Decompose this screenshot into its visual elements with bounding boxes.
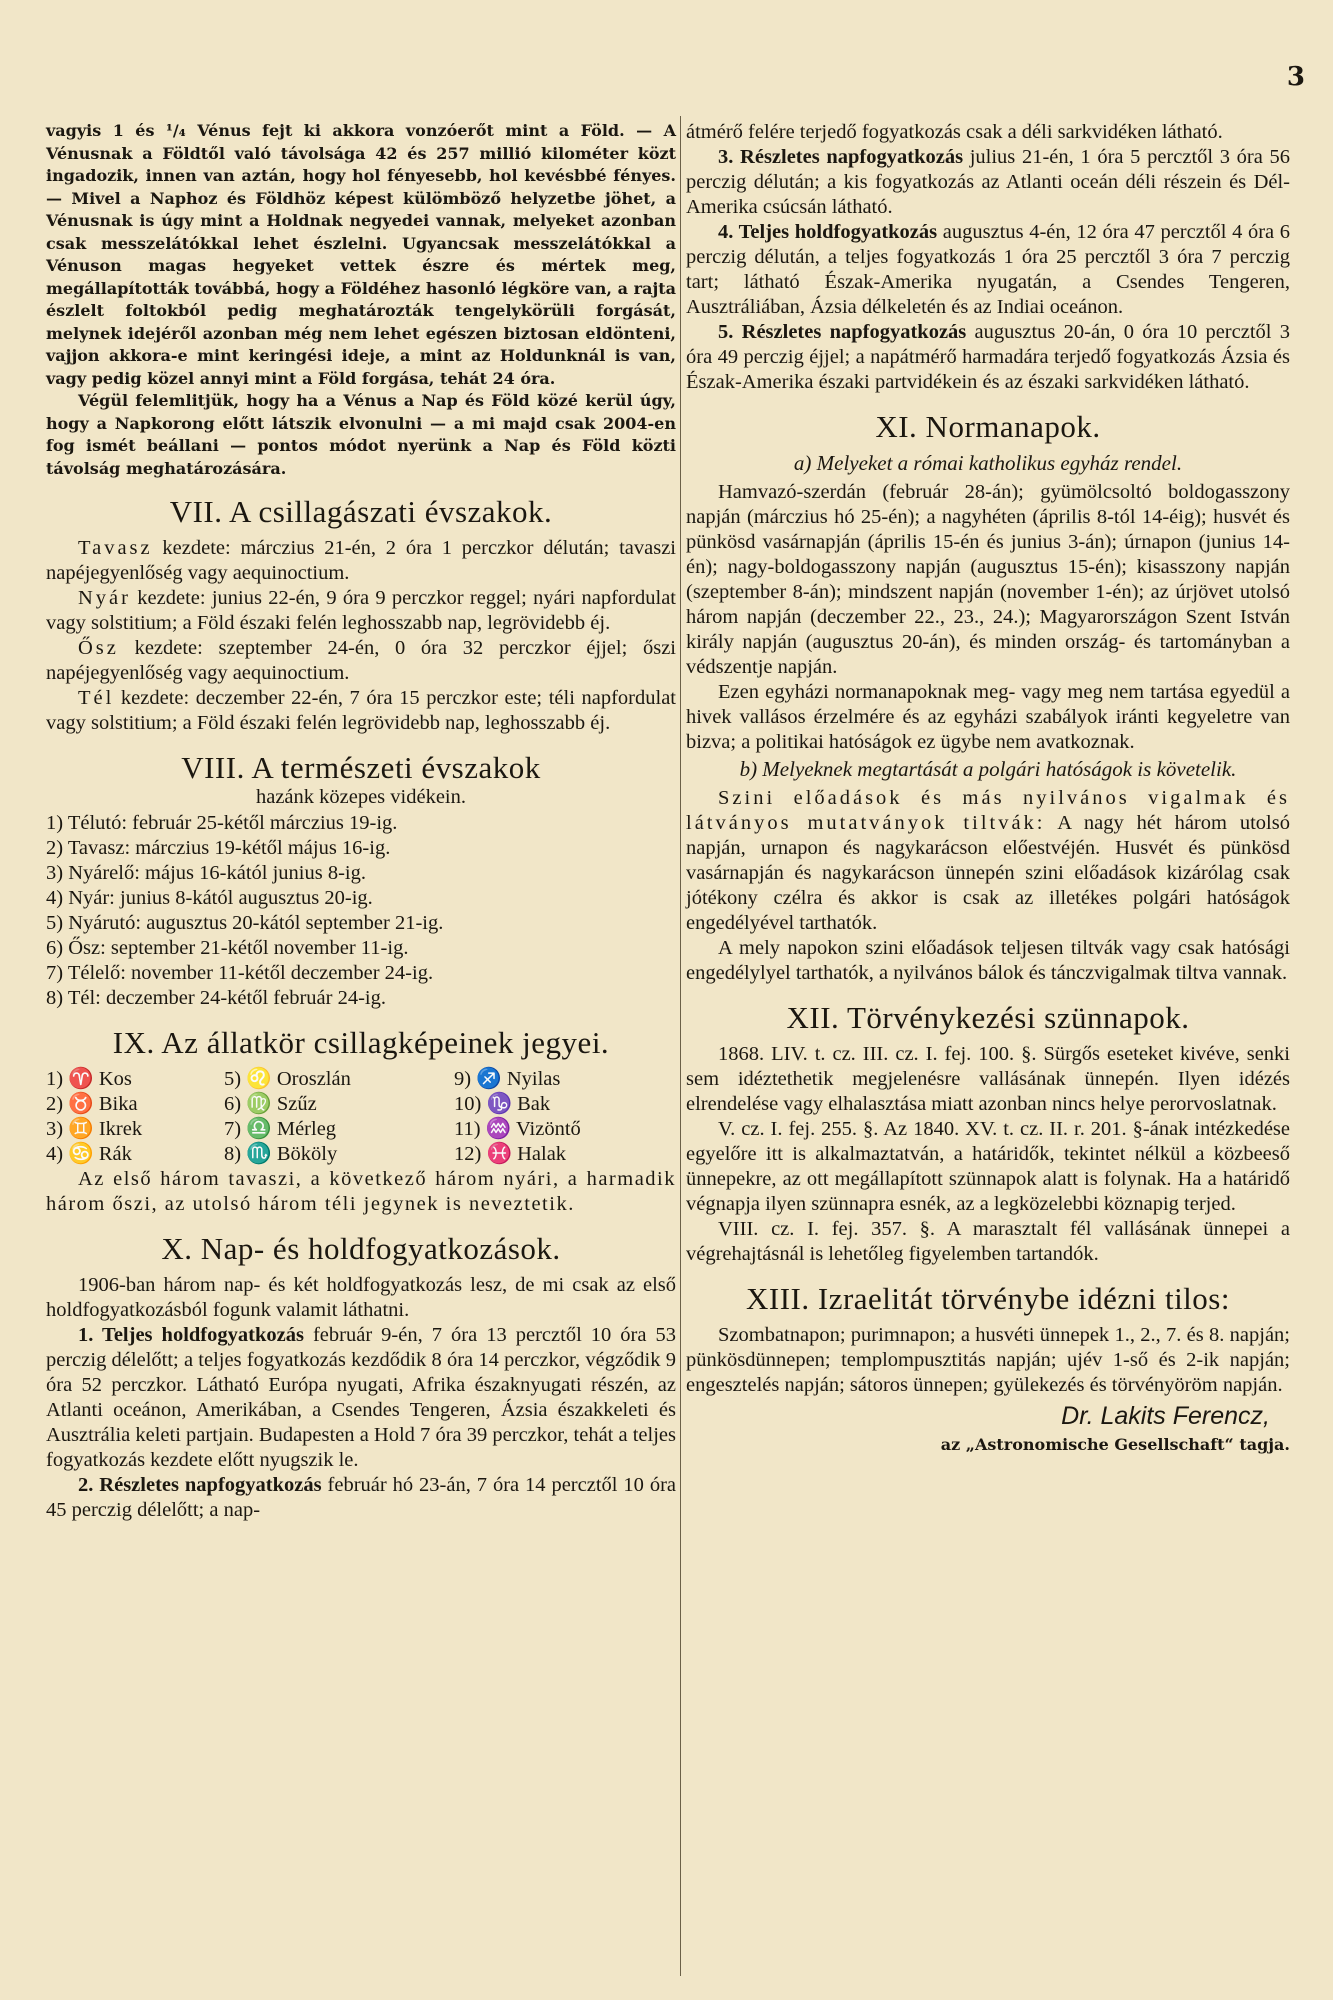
civil-restrictions-note: A mely napokon szini előadások teljesen tiltvák vagy csak hatósági engedélylyel tarthatók, a nyilvános bálok és tánczvigalmak tiltva vannak.	[686, 937, 1290, 984]
season-spring: Tavasz kezdete: márczius 21-én, 2 óra 1 perczkor délután; tavaszi napéjegyenlőség vagy aequinoctium.	[46, 537, 676, 584]
list-item: 7) Télelő: november 11-kétől deczember 24-ig.	[46, 962, 434, 984]
list-item: 8) Tél: deczember 24-kétől február 24-ig.	[46, 987, 387, 1009]
zodiac-sign: 1) ♈ Kos	[46, 1068, 132, 1090]
column-divider	[680, 116, 681, 1976]
page-number: 3	[1286, 62, 1305, 92]
right-column	[686, 120, 1290, 1454]
zodiac-grid	[46, 1067, 676, 1167]
zodiac-sign: 10) ♑ Bak	[454, 1093, 551, 1115]
eclipse-5: 5. Részletes napfogyatkozás augusztus 20-án, 0 óra 10 percztől 3 óra 49 perczig éjjel; a napátmérő harmadára terjedő fogyatkozás Ázsia és Észak-Amerika északi partvidékein és az északi sarkvidéken látható.	[686, 321, 1290, 393]
list-item: 6) Ősz: september 21-kétől november 11-ig.	[46, 937, 409, 959]
list-item: 2) Tavasz: márczius 19-kétől május 16-ig.	[46, 837, 391, 859]
section-ix-title: IX. Az állatkör csillagképeinek jegyei.	[112, 1025, 610, 1060]
list-item: 4) Nyár: junius 8-kától augusztus 20-ig.	[46, 887, 373, 909]
section-xii-title: XII. Törvénykezési szünnapok.	[786, 1000, 1190, 1035]
zodiac-sign: 4) ♋ Rák	[46, 1143, 132, 1165]
zodiac-sign: 3) ♊ Ikrek	[46, 1118, 143, 1140]
section-xi-title: XI. Normanapok.	[875, 409, 1101, 444]
section-vii-title: VII. A csillagászati évszakok.	[169, 494, 553, 529]
natural-seasons-list	[46, 811, 676, 1011]
section-viii-subtitle: hazánk közepes vidékein.	[255, 786, 467, 808]
zodiac-sign: 5) ♌ Oroszlán	[224, 1068, 351, 1090]
eclipse-1: 1. Teljes holdfogyatkozás február 9-én, 7 óra 13 percztől 10 óra 53 perczig délelőtt; a teljes fogyatkozás kezdődik 8 óra 14 perczkor, végződik 9 óra 52 perczkor. Látható Európa nyugati, Afrika északnyugati részén, az Atlanti oceánon, Amerikában, a Csendes Tengeren, Ázsia északkeleti és Ausztrália keleti partjain. Budapesten a Hold 7 óra 39 perczkor, tehát a teljes fogyatkozás kezdete előtt nyugszik le.	[46, 1324, 677, 1471]
author-signature: Dr. Lakits Ferencz,	[1061, 1402, 1270, 1430]
eclipse-intro: 1906-ban három nap- és két holdfogyatkozás lesz, de mi csak az első holdfogyatkozásból fogunk valamit láthatni.	[46, 1274, 676, 1321]
zodiac-sign: 9) ♐ Nyilas	[454, 1068, 561, 1090]
court-holidays-3: VIII. cz. I. fej. 357. §. A marasztalt fél vallásának ünnepei a végrehajtásnál is lehetőleg figyelemben tartandók.	[686, 1218, 1290, 1265]
section-xi-a-heading: a) Melyeket a római katholikus egyház rendel.	[793, 451, 1183, 475]
section-xiii-title: XIII. Izraelitát törvénybe idézni tilos:	[746, 1281, 1230, 1316]
court-holidays-2: V. cz. I. fej. 255. §. Az 1840. XV. t. cz. II. r. 201. §-ának intézkedése egyelőre itt is alkalmaztatván, a határidők, tekintet nélkül a közbeeső ünnepekre, az ott megállapított szünnapok alatt is folynak. Ha a határidő végnapja ilyen szünnapra esnék, az a legközelebbi köznapig terjed.	[686, 1118, 1290, 1215]
author-affiliation: az „Astronomische Gesellschaft“ tagja.	[940, 1435, 1290, 1454]
zodiac-sign: 8) ♏ Bököly	[224, 1143, 338, 1165]
venus-transit-paragraph: Végül felemlitjük, hogy ha a Vénus a Nap és Föld közé kerül úgy, hogy a Napkorong előtt látszik elvonulni — a mi majd csak 2004-en fog ismét beállani — pontos módot nyerünk a Nap és Föld közti távolság meghatározására.	[46, 391, 676, 478]
catholic-holidays: Hamvazó-szerdán (február 28-án); gyümölcsoltó boldogasszony napján (márczius hó 25-én); a nagyhéten (április 8-tól 14-éig); husvét és pünkösd vasárnapján (április 15-én és junius 3-án); úrnapon (junius 14-én); nagy-boldogasszony napján (augusztus 15-én); kisasszony napján (szeptember 8-án); mindszent napján (november 1-én); az úrjövet utolsó három napján (deczember 22., 23., 24.); Magyarországon Szent István király napján (augusztus 20-án), és minden ország- és tartományban a védszentje napján.	[686, 481, 1290, 678]
zodiac-sign: 6) ♍ Szűz	[224, 1093, 317, 1115]
season-autumn: Ősz kezdete: szeptember 24-én, 0 óra 32 perczkor éjjel; őszi napéjegyenlőség vagy aequinoctium.	[46, 637, 676, 684]
section-x-title: X. Nap- és holdfogyatkozások.	[161, 1231, 561, 1266]
season-summer: Nyár kezdete: junius 22-én, 9 óra 9 perczkor reggel; nyári napfordulat vagy solstitium; a Föld északi felén leghosszabb nap, legrövidebb éj.	[46, 587, 676, 634]
zodiac-sign: 12) ♓ Halak	[454, 1143, 567, 1165]
section-viii-title: VIII. A természeti évszakok	[181, 750, 541, 785]
eclipse-2-continued: átmérő felére terjedő fogyatkozás csak a déli sarkvidéken látható.	[686, 121, 1223, 143]
left-column	[46, 120, 676, 1523]
list-item: 1) Télutó: február 25-kétől márczius 19-ig.	[46, 812, 398, 834]
eclipse-2: 2. Részletes napfogyatkozás február hó 23-án, 7 óra 14 percztől 10 óra 45 perczig délelőtt; a nap-	[46, 1474, 676, 1521]
zodiac-note: Az első három tavaszi, a következő három nyári, a harmadik három őszi, az utolsó három téli jegynek is neveztetik.	[46, 1168, 676, 1215]
civil-restrictions: Szini előadások és más nyilvános vigalmak és látványos mutatványok tiltvák: A nagy hét három utolsó napján, urnapon és nagykarácson előestvéjén. Husvét és pünkösd vasárnapján és nagykarácson ünnepén szini előadások kizárólag csak jótékony czélra és akkor is csak az illetékes polgári hatóságok engedélyével tarthatók.	[686, 787, 1290, 934]
eclipse-4: 4. Teljes holdfogyatkozás augusztus 4-én, 12 óra 47 percztől 4 óra 6 perczig délután, a teljes fogyatkozás 1 óra 25 percztől 3 óra 7 perczig tart; látható Észak-Amerika nyugatán, a Csendes Tengeren, Ausztráliában, Ázsia délkeletén és az Indiai oceánon.	[686, 221, 1291, 318]
section-xi-b-heading: b) Melyeknek megtartását a polgári hatóságok is követelik.	[739, 757, 1237, 781]
catholic-holidays-note: Ezen egyházi normanapoknak meg- vagy meg nem tartása egyedül a hivek vallásos érzelmére és az egyházi szabályok iránti kegyeletre van bizva; a politikai hatóságok ez ügybe nem avatkoznak.	[686, 681, 1290, 753]
list-item: 5) Nyárutó: augusztus 20-kától september 21-ig.	[46, 912, 444, 934]
season-winter: Tél kezdete: deczember 22-én, 7 óra 15 perczkor este; téli napfordulat vagy solstitium; a Föld északi felén legrövidebb nap, leghosszabb éj.	[46, 687, 676, 734]
eclipse-3: 3. Részletes napfogyatkozás julius 21-én, 1 óra 5 percztől 3 óra 56 perczig délután; a kis fogyatkozás az Atlanti oceán déli részein és Dél-Amerika csúcsán látható.	[686, 146, 1290, 218]
venus-paragraph: vagyis 1 és ¹/₄ Vénus fejt ki akkora vonzóerőt mint a Föld. — A Vénusnak a Földtől való távolsága 42 és 257 millió kilométer közt ingadozik, innen van aztán, hogy hol fényesebb, hol kevésbbé fényes. — Mivel a Naphoz és Földhöz képest külömböző helyzetbe jöhet, a Vénusnak is úgy mint a Holdnak negyedei vannak, melyeket azonban csak messzelátókkal lehet észlelni. Ugyancsak messzelátókkal a Vénuson magas hegyeket vettek észre és mértek meg, megállapították továbbá, hogy a Földéhez hasonló légköre van, a rajta észlelt foltokból pedig meghatározták tengelykörüli forgását, melynek idejéről azonban még nem lehet egészen biztosan eldönteni, vajjon akkora-e mint keringési ideje, a mint az Holdunknál is van, vagy pedig közel annyi mint a Föld forgása, tehát 24 óra.	[46, 121, 676, 388]
zodiac-sign: 2) ♉ Bika	[46, 1093, 138, 1115]
list-item: 3) Nyárelő: május 16-kától junius 8-ig.	[46, 862, 366, 884]
zodiac-sign: 7) ♎ Mérleg	[224, 1118, 337, 1140]
israelite-holidays: Szombatnapon; purimnapon; a husvéti ünnepek 1., 2., 7. és 8. napján; pünkösdünnepen; templompusztitás napján; ujév 1-ső és 2-ik napján; engesztelés napján; sátoros ünnepen; gyülekezés és törvényöröm napján.	[686, 1324, 1290, 1396]
court-holidays-1: 1868. LIV. t. cz. III. cz. I. fej. 100. §. Sürgős eseteket kivéve, senki sem idéztethetik megjelenésre vallásának ünnepén. Ilyen idézés elrendelése vagy elhalasztása miatt azonban nincs helye perorvoslatnak.	[686, 1043, 1290, 1115]
zodiac-sign: 11) ♒ Vizöntő	[454, 1118, 581, 1140]
